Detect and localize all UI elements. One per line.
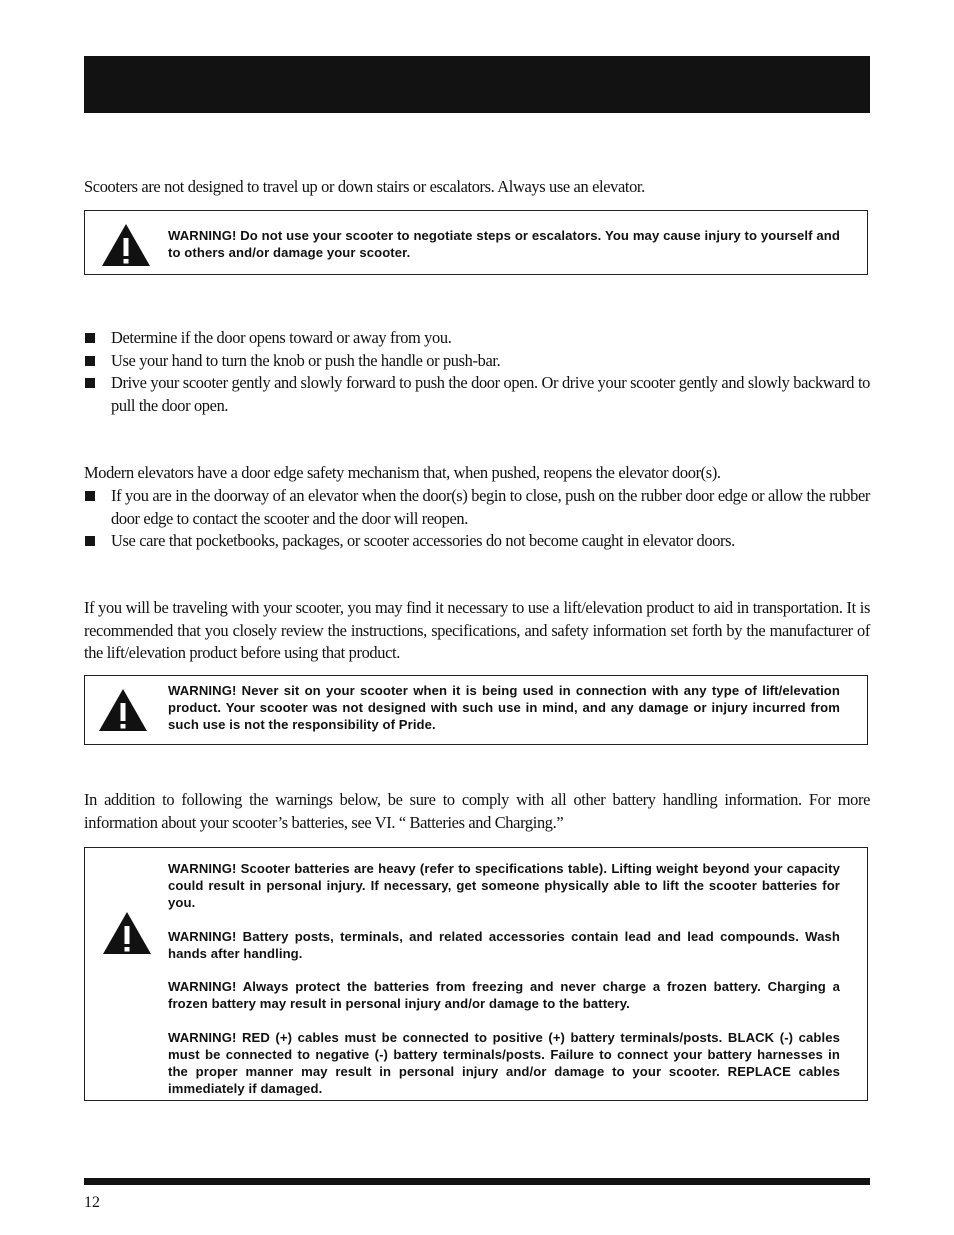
elevators-intro: Modern elevators have a door edge safety mechanism that, when pushed, reopens the elevator door(s).	[84, 463, 721, 482]
lifts-warning-text: WARNING! Never sit on your scooter when it is being used in connection with any type of lift/elevation product. Your scooter was not designed with such use in mind, and any damage or injury incurred from such use is not the responsibility of Pride.	[168, 683, 840, 732]
square-bullet-icon	[85, 536, 95, 546]
list-item: Use your hand to turn the knob or push the handle or push-bar.	[84, 350, 870, 373]
battery-weight-warning: WARNING! Scooter batteries are heavy (refer to specifications table). Lifting weight beyond your capacity could result in personal injury. If necessary, get someone physically able to lift the scooter batteries for you.	[168, 861, 840, 910]
page-number: 12	[84, 1194, 100, 1211]
battery-lead-warning: WARNING! Battery posts, terminals, and related accessories contain lead and lead compounds. Wash hands after handling.	[168, 928, 840, 961]
square-bullet-icon	[85, 491, 95, 501]
square-bullet-icon	[85, 333, 95, 343]
square-bullet-icon	[85, 356, 95, 366]
warning-triangle-icon	[97, 687, 149, 733]
elevators-bullet-list	[84, 485, 870, 553]
stairs-paragraph: Scooters are not designed to travel up or down stairs or escalators. Always use an elevator.	[84, 177, 645, 196]
battery-cables-warning: WARNING! RED (+) cables must be connected to positive (+) battery terminals/posts. BLACK (-) cables must be connected to negative (-) battery terminals/posts. Failure to connect your battery harnesses in the proper manner may result in personal injury and/or damage to your scooter. REPLACE cables immediately if damaged.	[168, 1029, 840, 1096]
doors-bullet-list	[84, 327, 870, 417]
batteries-paragraph: In addition to following the warnings below, be sure to comply with all other battery handling information. For more information about your scooter’s batteries, see VI. “ Batteries and Charging.”	[84, 790, 870, 832]
header-bar	[84, 56, 870, 113]
warning-triangle-icon	[100, 222, 152, 268]
list-item: Use care that pocketbooks, packages, or scooter accessories do not become caught in elevator doors.	[84, 530, 870, 553]
lifts-warning-box	[84, 675, 868, 745]
stairs-warning-text: WARNING! Do not use your scooter to negotiate steps or escalators. You may cause injury to yourself and to others and/or damage your scooter.	[168, 228, 840, 260]
list-item: Drive your scooter gently and slowly forward to push the door open. Or drive your scooter gently and slowly backward to pull the door open.	[84, 372, 870, 417]
footer-rule	[84, 1178, 870, 1185]
square-bullet-icon	[85, 378, 95, 388]
batteries-warning-text	[168, 860, 840, 1097]
warning-triangle-icon	[101, 910, 153, 956]
list-item: Determine if the door opens toward or away from you.	[84, 327, 870, 350]
stairs-warning-box	[84, 210, 868, 275]
list-item: If you are in the doorway of an elevator when the door(s) begin to close, push on the rubber door edge or allow the rubber door edge to contact the scooter and the door will reopen.	[84, 485, 870, 530]
batteries-warning-box	[84, 847, 868, 1101]
battery-freezing-warning: WARNING! Always protect the batteries from freezing and never charge a frozen battery. Charging a frozen battery may result in personal injury and/or damage to the battery.	[168, 979, 840, 1011]
lifts-paragraph: If you will be traveling with your scooter, you may find it necessary to use a lift/elevation product to aid in transportation. It is recommended that you closely review the instructions, specifications, and safety information set forth by the manufacturer of the lift/elevation product before using that product.	[84, 598, 870, 663]
